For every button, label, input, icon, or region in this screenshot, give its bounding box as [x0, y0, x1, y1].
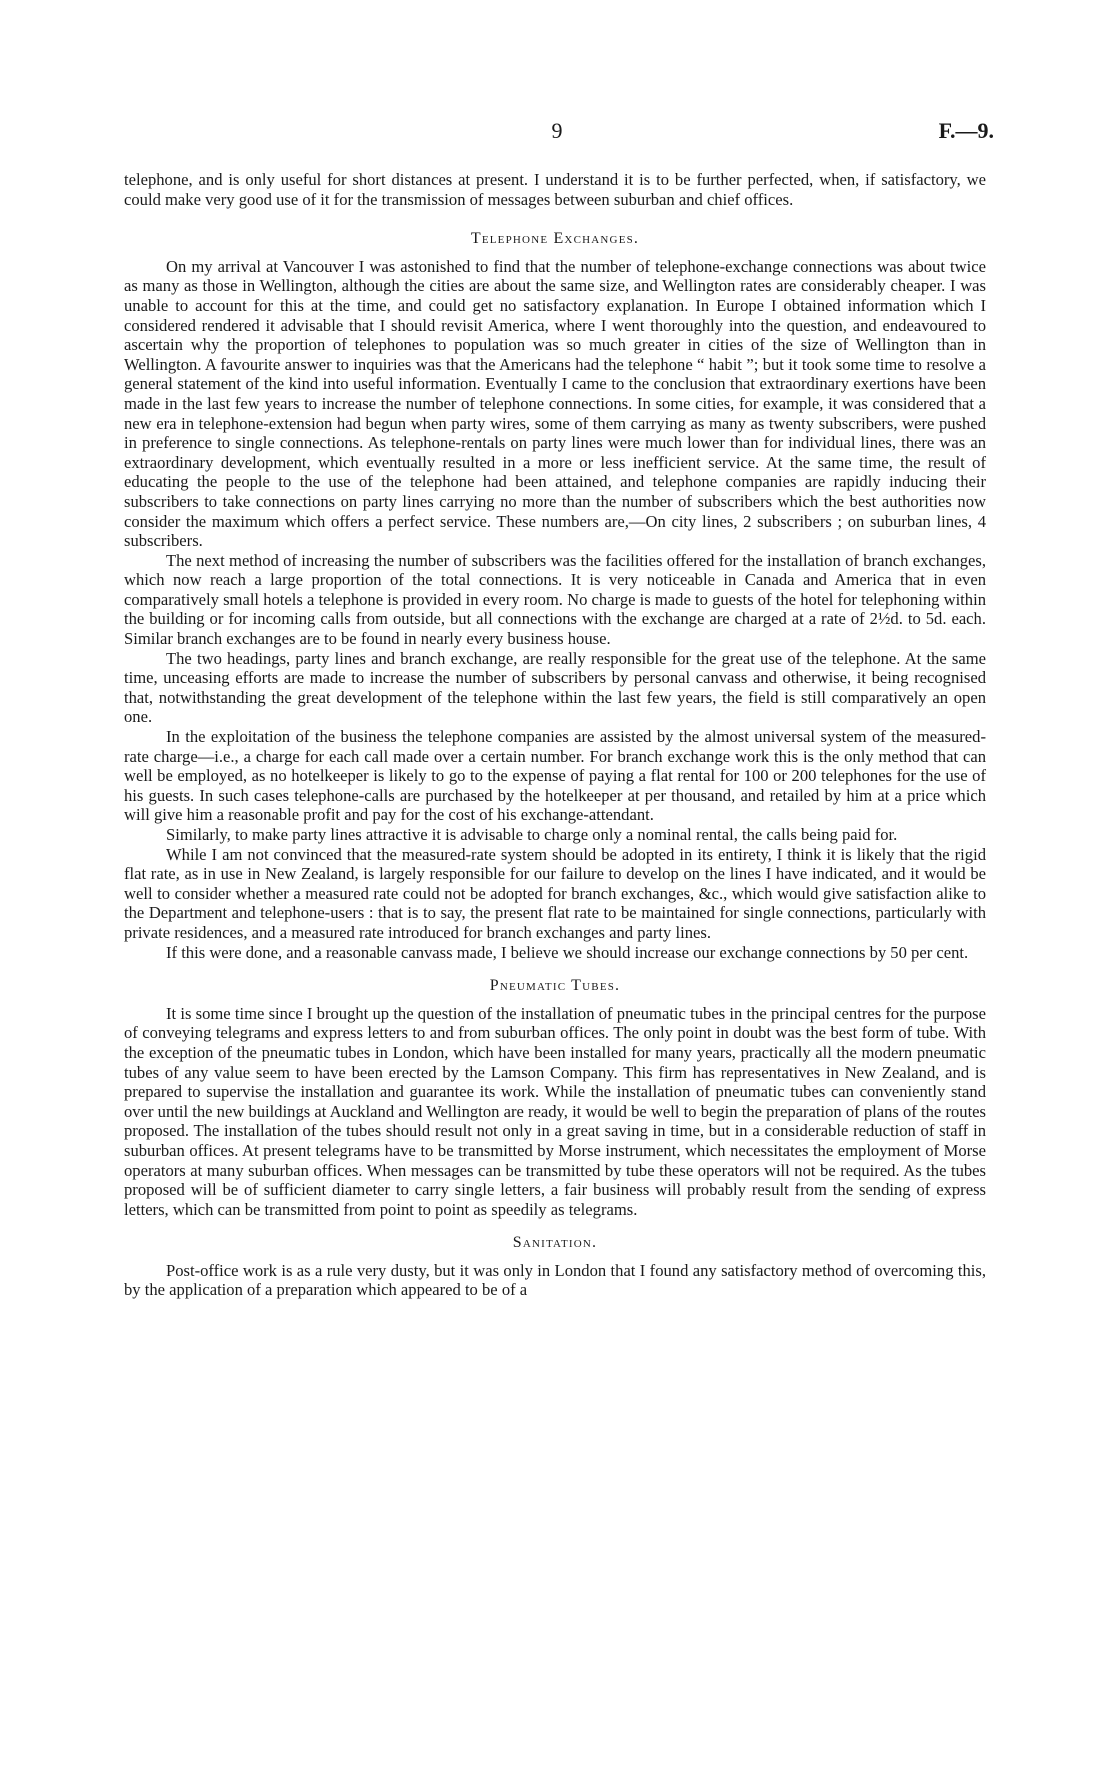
intro-paragraph: telephone, and is only useful for short distances at present. I understand it is to be further perfected, when, if satisfactory, we could make very good use of it for the transmission of messages between suburban and chief offices.: [124, 170, 986, 209]
paragraph: The next method of increasing the number of subscribers was the facilities offered for the installation of branch exchanges, which now reach a large proportion of the total connections. It is very noticeable in Canada and America that in even comparatively small hotels a telephone is provided in every room. No charge is made to guests of the hotel for telephoning within the building or for incoming calls from outside, but all connections with the exchange are charged at a rate of 2½d. to 5d. each. Similar branch exchanges are to be found in nearly every business house.: [124, 550, 986, 649]
body-text: [124, 170, 986, 1300]
document-reference: F.—9.: [938, 118, 994, 143]
paragraph: In the exploitation of the business the telephone companies are assisted by the almost universal system of the measured-rate charge—i.e., a charge for each call made over a certain number. For branch exchange work this is the only method that can well be employed, as no hotelkeeper is likely to go to the expense of paying a flat rental for 100 or 200 telephones for the use of his guests. In such cases telephone-calls are purchased by the hotelkeeper at per thousand, and retailed by him at a price which will give him a reasonable profit and pay for the cost of his exchange-attendant.: [124, 727, 986, 825]
paragraph: On my arrival at Vancouver I was astonished to find that the number of telephone-exchange connections was about twice as many as those in Wellington, although the cities are about the same size, and Wellington rates are considerably cheaper. I was unable to account for this at the time, and could get no satisfactory explanation. In Europe I obtained information which I considered rendered it advisable that I should revisit America, where I went thoroughly into the question, and endeavoured to ascertain why the proportion of telephones to population was so much greater in cities of the size of Wellington than in Wellington. A favourite answer to inquiries was that the Americans had the telephone “ habit ”; but it took some time to resolve a general statement of the kind into useful information. Eventually I came to the conclusion that extraordinary exertions have been made in the last few years to increase the number of telephone connections. In some cities, for example, it was considered that a new era in telephone-extension had begun when party wires, some of them carrying as many as twenty subscribers, were pushed in preference to single connections. As telephone-rentals on party lines were much lower than for individual lines, there was an extraordinary development, which eventually resulted in a more or less inefficient service. At the same time, the result of educating the people to the use of the telephone had been attained, and telephone companies are rapidly inducing their subscribers to take connections on party lines carrying no more than the number of subscribers which the best authorities now consider the maximum which offers a perfect service. These numbers are,—On city lines, 2 subscribers ; on suburban lines, 4 subscribers.: [124, 256, 986, 551]
heading-sanitation: Sanitation.: [512, 1234, 598, 1252]
paragraph: The two headings, party lines and branch exchange, are really responsible for the great use of the telephone. At the same time, unceasing efforts are made to increase the number of subscribers by personal canvass and otherwise, it being recognised that, notwithstanding the great development of the telephone within the last few years, the field is still comparatively an open one.: [124, 648, 986, 727]
page-number: 9: [551, 118, 563, 143]
paragraph: Similarly, to make party lines attractive it is advisable to charge only a nominal rental, the calls being paid for.: [166, 825, 898, 844]
paragraph: While I am not convinced that the measured-rate system should be adopted in its entirety, I think it is likely that the rigid flat rate, as in use in New Zealand, is largely responsible for our failure to develop on the lines I have indicated, and it would be well to consider whether a measured rate could not be adopted for branch exchanges, &c., which would give satisfaction alike to the Department and telephone-users : that is to say, the present flat rate to be maintained for single connections, particularly with private residences, and a measured rate introduced for branch exchanges and party lines.: [124, 844, 986, 942]
paragraph: Post-office work is as a rule very dusty, but it was only in London that I found any satisfactory method of overcoming this, by the application of a preparation which appeared to be of a: [124, 1260, 986, 1300]
heading-telephone-exchanges: Telephone Exchanges.: [470, 230, 640, 248]
paragraph: It is some time since I brought up the question of the installation of pneumatic tubes in the principal centres for the purpose of conveying telegrams and express letters to and from suburban offices. The only point in doubt was the best form of tube. With the exception of the pneumatic tubes in London, which have been installed for many years, practically all the modern pneumatic tubes of any value seem to have been erected by the Lamson Company. This firm has representatives in New Zealand, and is prepared to supervise the installation and guarantee its work. While the installation of pneumatic tubes can conveniently stand over until the new buildings at Auckland and Wellington are ready, it would be well to begin the preparation of plans of the routes proposed. The installation of the tubes should result not only in a great saving in time, but in a considerable reduction of staff in suburban offices. At present telegrams have to be transmitted by Morse instrument, which necessitates the employment of Morse operators at many suburban offices. When messages can be transmitted by tube these operators will not be required. As the tubes proposed will be of sufficient diameter to carry single letters, a fair business will probably result from the sending of express letters, which can be transmitted from point to point as speedily as telegrams.: [124, 1003, 986, 1219]
paragraph: If this were done, and a reasonable canvass made, I believe we should increase our exchange connections by 50 per cent.: [166, 942, 969, 962]
heading-pneumatic-tubes: Pneumatic Tubes.: [489, 977, 621, 995]
